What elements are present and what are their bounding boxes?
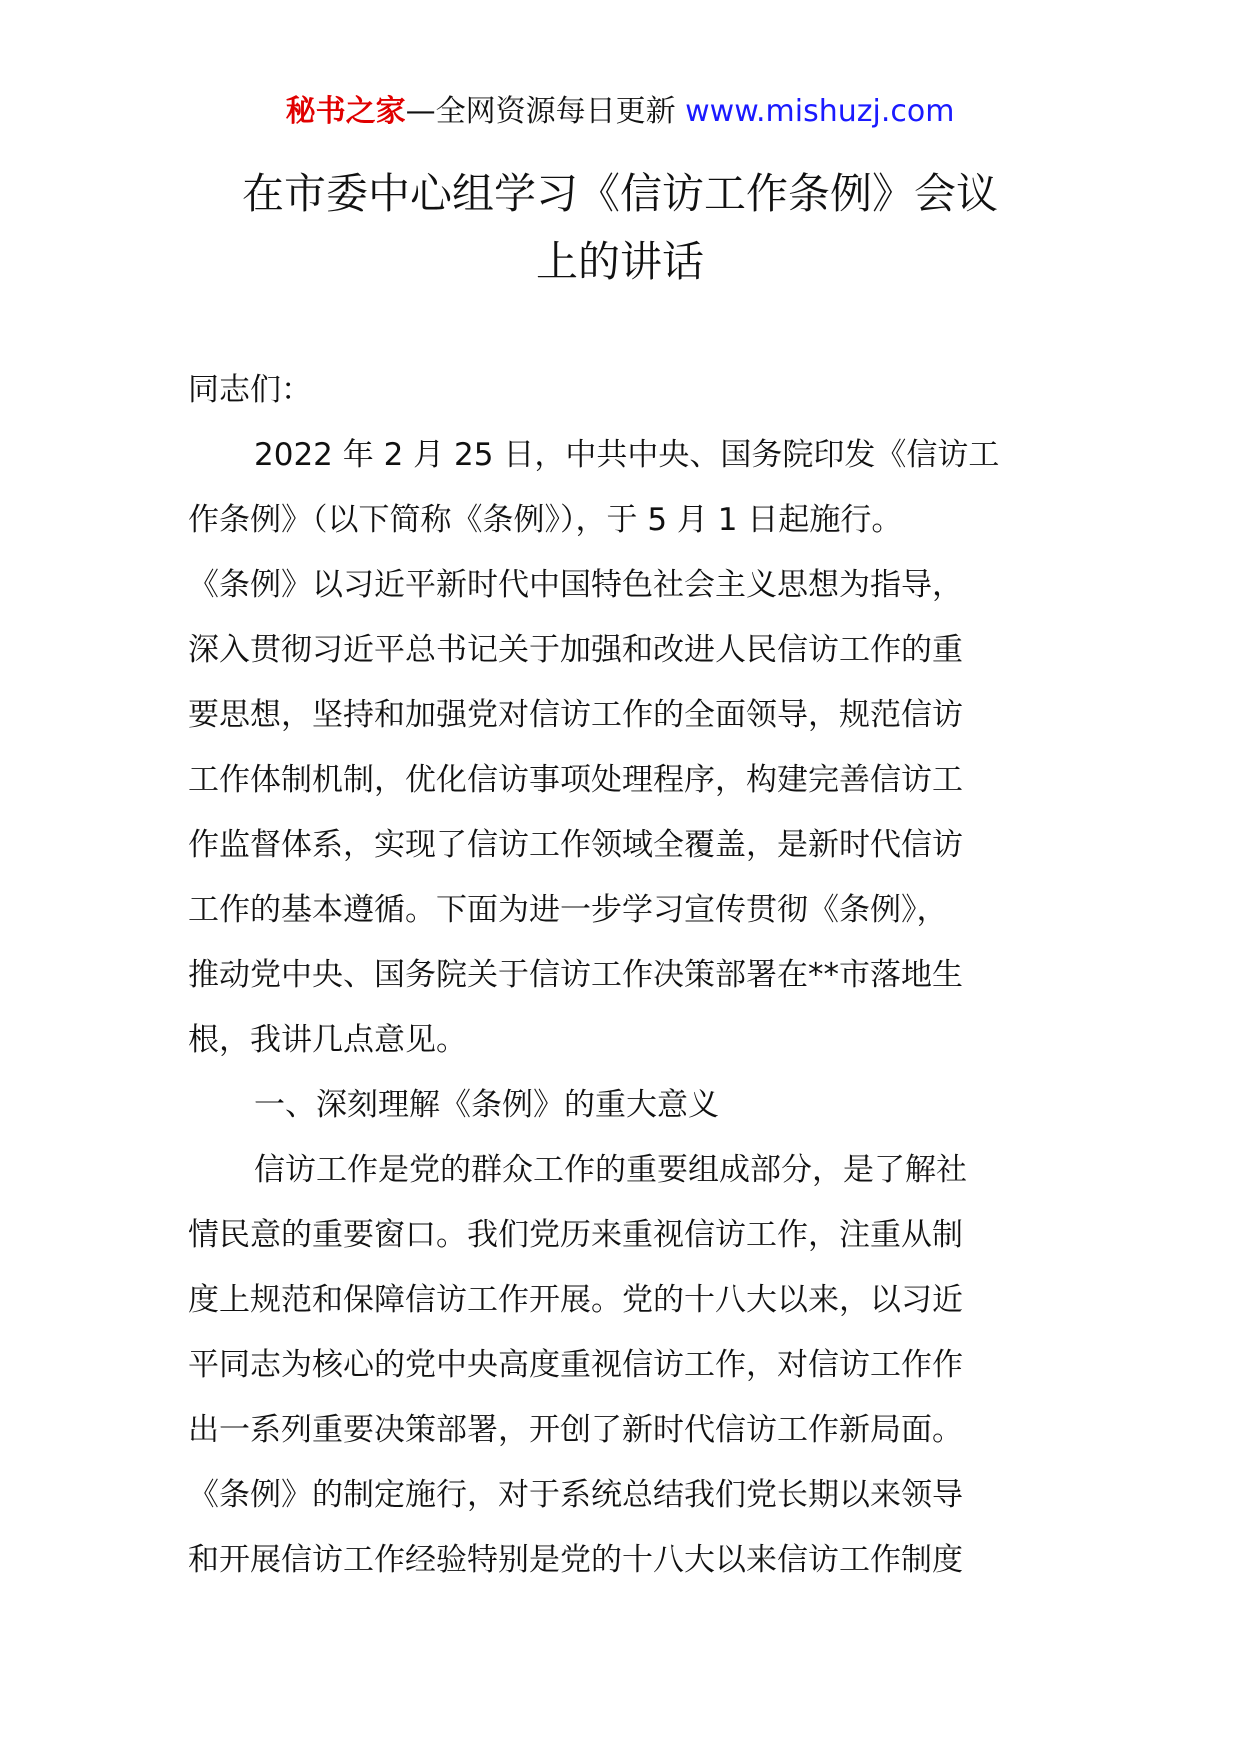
salutation: 同志们： [188,372,312,408]
speech-body [188,358,1058,1593]
section-heading: 一、深刻理解《条例》的重大意义 [254,1087,719,1123]
site-url-link[interactable]: www.mishuzj.com [685,94,955,129]
body-line: 《条例》以习近平新时代中国特色社会主义思想为指导， [188,567,963,603]
body-line: 工作的基本遵循。下面为进一步学习宣传贯彻《条例》， [188,892,948,928]
title-line-1: 在市委中心组学习《信访工作条例》会议 [241,169,998,218]
body-line: 情民意的重要窗口。我们党历来重视信访工作，注重从制 [188,1217,963,1253]
body-line: 要思想，坚持和加强党对信访工作的全面领导，规范信访 [188,697,963,733]
title-line-2: 上的讲话 [535,237,704,286]
body-line: 《条例》的制定施行，对于系统总结我们党长期以来领导 [188,1477,963,1513]
site-banner [0,92,1240,132]
body-line: 出一系列重要决策部署，开创了新时代信访工作新局面。 [188,1412,963,1448]
body-line: 平同志为核心的党中央高度重视信访工作，对信访工作作 [188,1347,963,1383]
body-line: 工作体制机制，优化信访事项处理程序，构建完善信访工 [188,762,963,798]
body-line: 作条例》（以下简称《条例》），于 5 月 1 日起施行。 [188,502,903,538]
body-line: 2022 年 2 月 25 日，中共中央、国务院印发《信访工 [254,437,1000,473]
document-title [160,160,1080,296]
body-line: 和开展信访工作经验特别是党的十八大以来信访工作制度 [188,1542,963,1578]
brand-name: 秘书之家 [285,94,406,129]
banner-tagline: —全网资源每日更新 [405,94,686,129]
body-line: 推动党中央、国务院关于信访工作决策部署在**市落地生 [188,957,963,993]
body-line: 根，我讲几点意见。 [188,1022,467,1058]
body-line: 信访工作是党的群众工作的重要组成部分，是了解社 [254,1152,967,1188]
body-line: 作监督体系，实现了信访工作领域全覆盖，是新时代信访 [188,827,963,863]
body-line: 度上规范和保障信访工作开展。党的十八大以来，以习近 [188,1282,963,1318]
body-line: 深入贯彻习近平总书记关于加强和改进人民信访工作的重 [188,632,963,668]
